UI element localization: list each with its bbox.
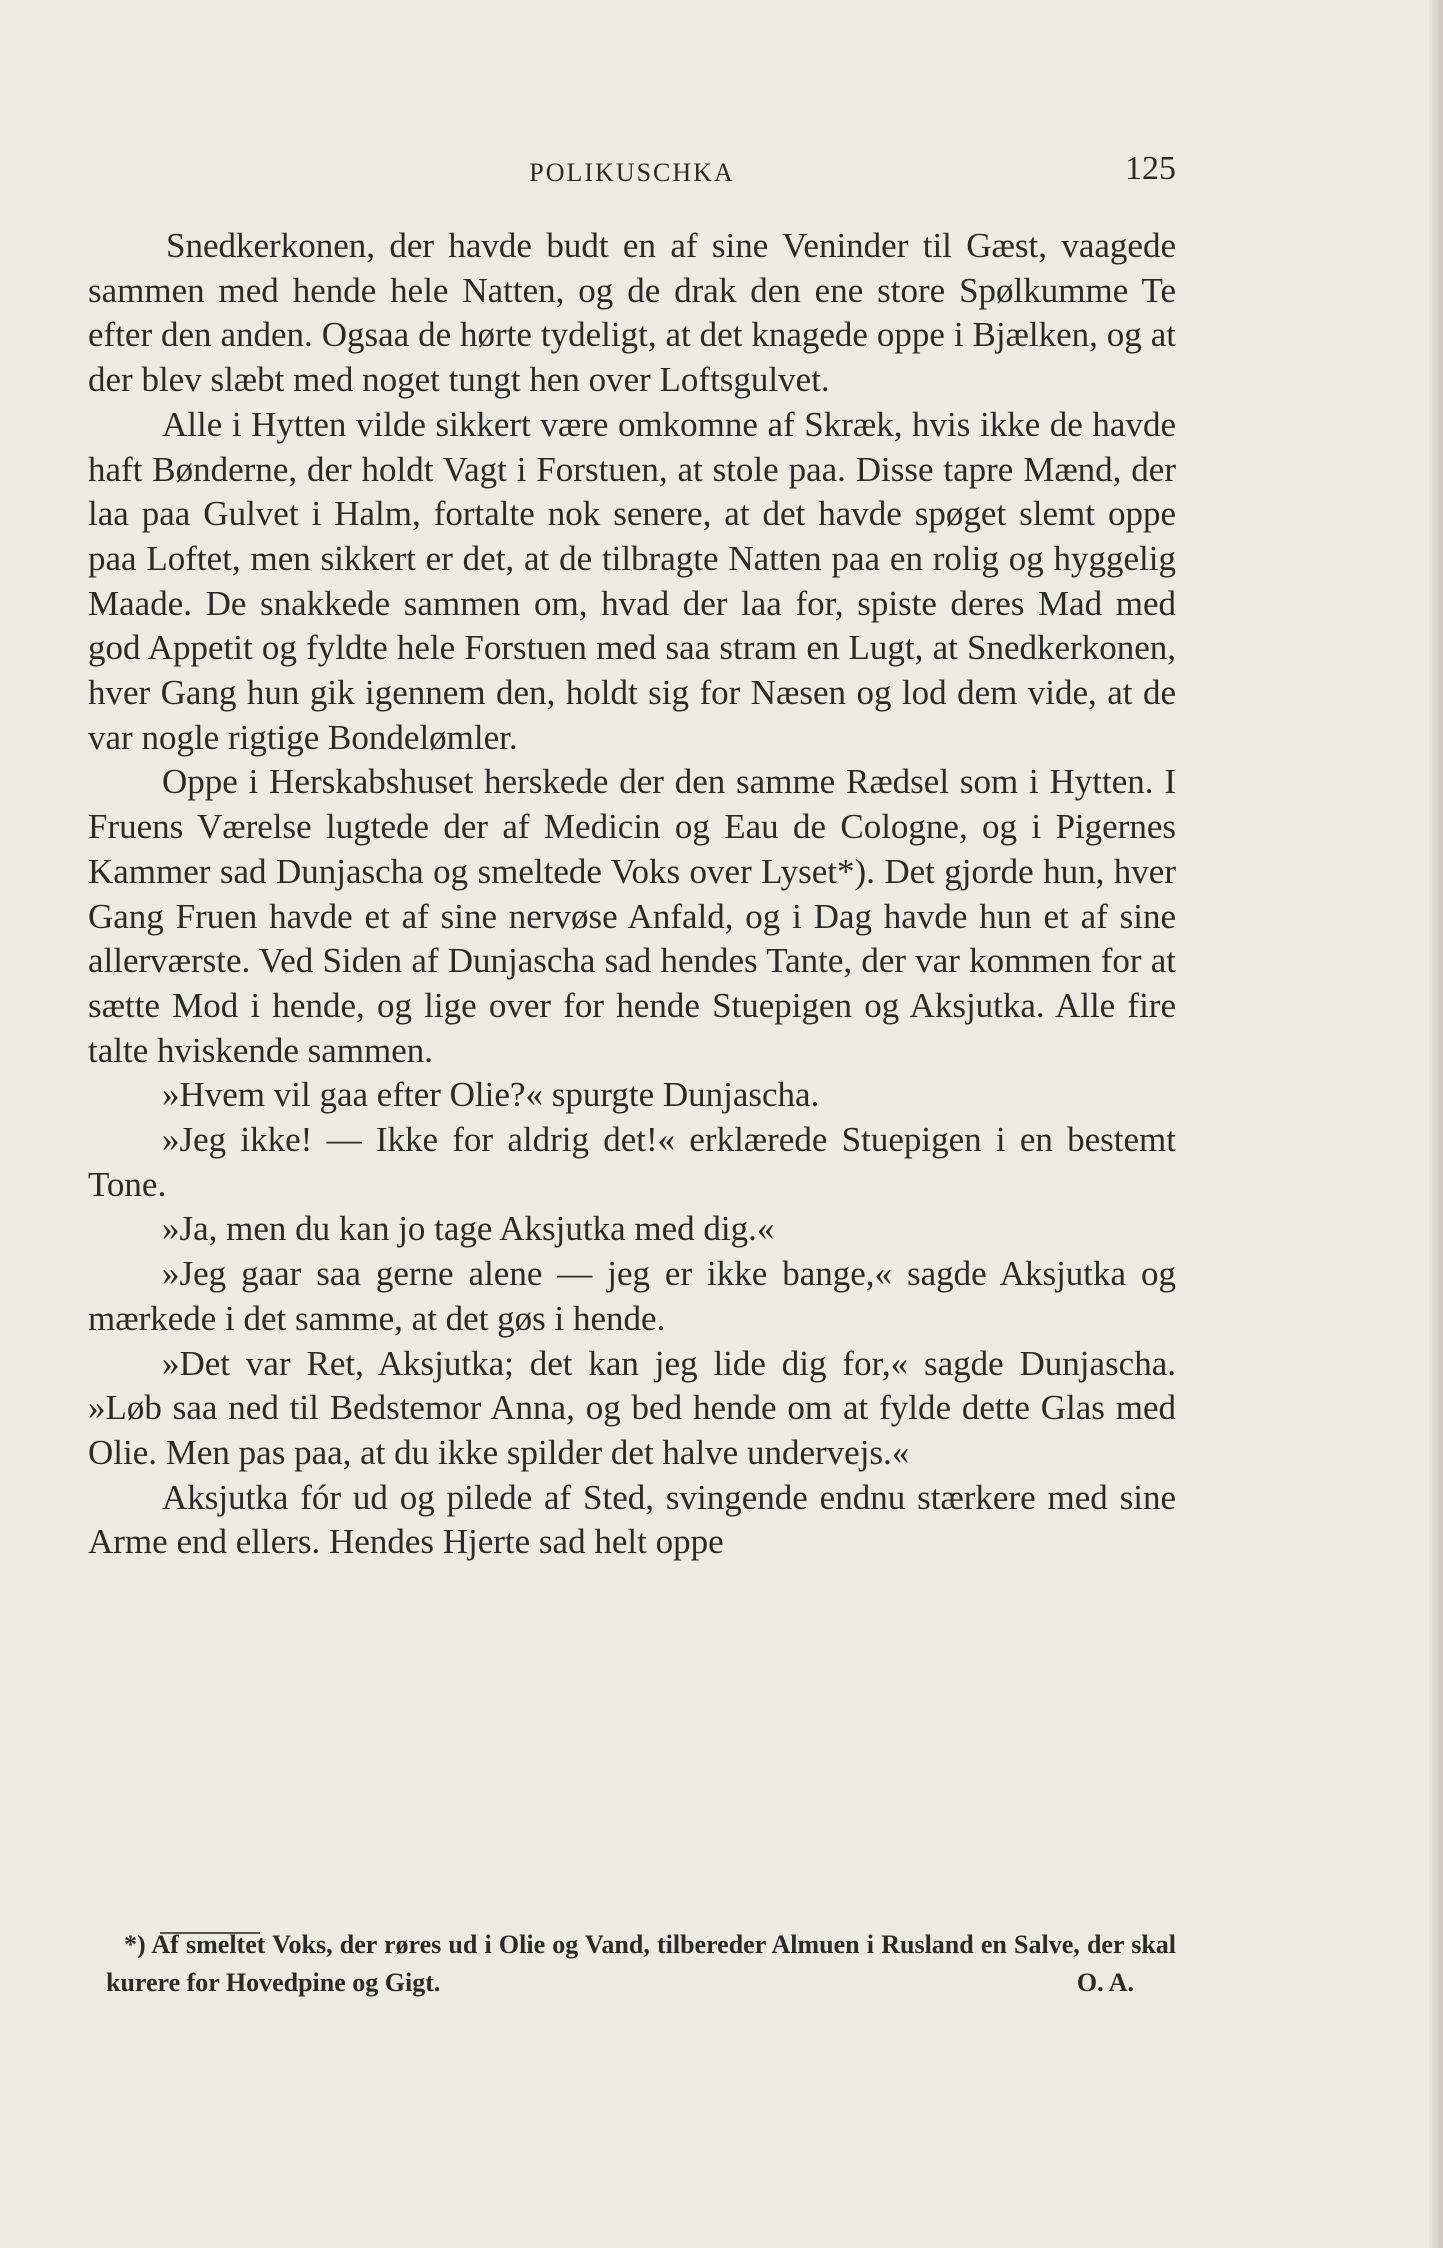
paragraph: »Det var Ret, Aksjutka; det kan jeg lide dig for,« sagde Dunjascha. »Løb saa ned til Bedstemor Anna, og bed hende om at fylde dette Glas med Olie. Men pas paa, at du ikke spilder det halve undervejs.«: [88, 1343, 1176, 1472]
body-text: [88, 224, 1176, 1565]
paragraph: »Jeg gaar saa gerne alene — jeg er ikke bange,« sagde Aksjutka og mærkede i det samme, at det gøs i hende.: [88, 1254, 1176, 1338]
page-number: 125: [1125, 150, 1176, 187]
paragraph: »Ja, men du kan jo tage Aksjutka med dig.«: [162, 1209, 775, 1249]
running-head: [88, 150, 1176, 200]
paragraph: Snedkerkonen, der havde budt en af sine Veninder til Gæst, vaagede sammen med hende hele Natten, og de drak den ene store Spølkumme Te efter den anden. Ogsaa de hørte tydeligt, at det knagede oppe i Bjælken, og at der blev slæbt med noget tungt hen over Loftsgulvet.: [88, 226, 1176, 400]
paragraph: Oppe i Herskabshuset herskede der den samme Rædsel som i Hytten. I Fruens Værelse lugtede der af Medicin og Eau de Cologne, og i Pigernes Kammer sad Dunjascha og smeltede Voks over Lyset*). Det gjorde hun, hver Gang Fruen havde et af sine nervøse Anfald, og i Dag havde hun et af sine allerværste. Ved Siden af Dunjascha sad hendes Tante, der var kommen for at sætte Mod i hende, og lige over for hende Stuepigen og Aksjutka. Alle fire talte hviskende sammen.: [88, 762, 1176, 1070]
footnote-text: *) Af smeltet Voks, der røres ud i Olie og Vand, tilbereder Almuen i Rusland en Salve, der skal kurere for Hovedpine og Gigt.: [106, 1930, 1176, 1997]
footnote: [88, 1926, 1176, 2002]
paragraph: »Jeg ikke! — Ikke for aldrig det!« erklærede Stuepigen i en bestemt Tone.: [88, 1120, 1176, 1204]
page-edge: [1429, 0, 1443, 2248]
paragraph: »Hvem vil gaa efter Olie?« spurgte Dunjascha.: [162, 1075, 820, 1115]
paragraph: Aksjutka fór ud og pilede af Sted, svingende endnu stærkere med sine Arme end ellers. Hendes Hjerte sad helt oppe: [88, 1477, 1176, 1562]
footnote-signature: O. A.: [1076, 1968, 1134, 1997]
paragraph: Alle i Hytten vilde sikkert være omkomne af Skræk, hvis ikke de havde haft Bønderne, der holdt Vagt i Forstuen, at stole paa. Disse tapre Mænd, der laa paa Gulvet i Halm, fortalte nok senere, at det havde spøget slemt oppe paa Loftet, men sikkert er det, at de tilbragte Natten paa en rolig og hyggelig Maade. De snakkede sammen om, hvad der laa for, spiste deres Mad med god Appetit og fyldte hele Forstuen med saa stram en Lugt, at Snedkerkonen, hver Gang hun gik igennem den, holdt sig for Næsen og lod dem vide, at de var nogle rigtige Bondelømler.: [88, 404, 1176, 757]
running-title: POLIKUSCHKA: [529, 158, 735, 187]
